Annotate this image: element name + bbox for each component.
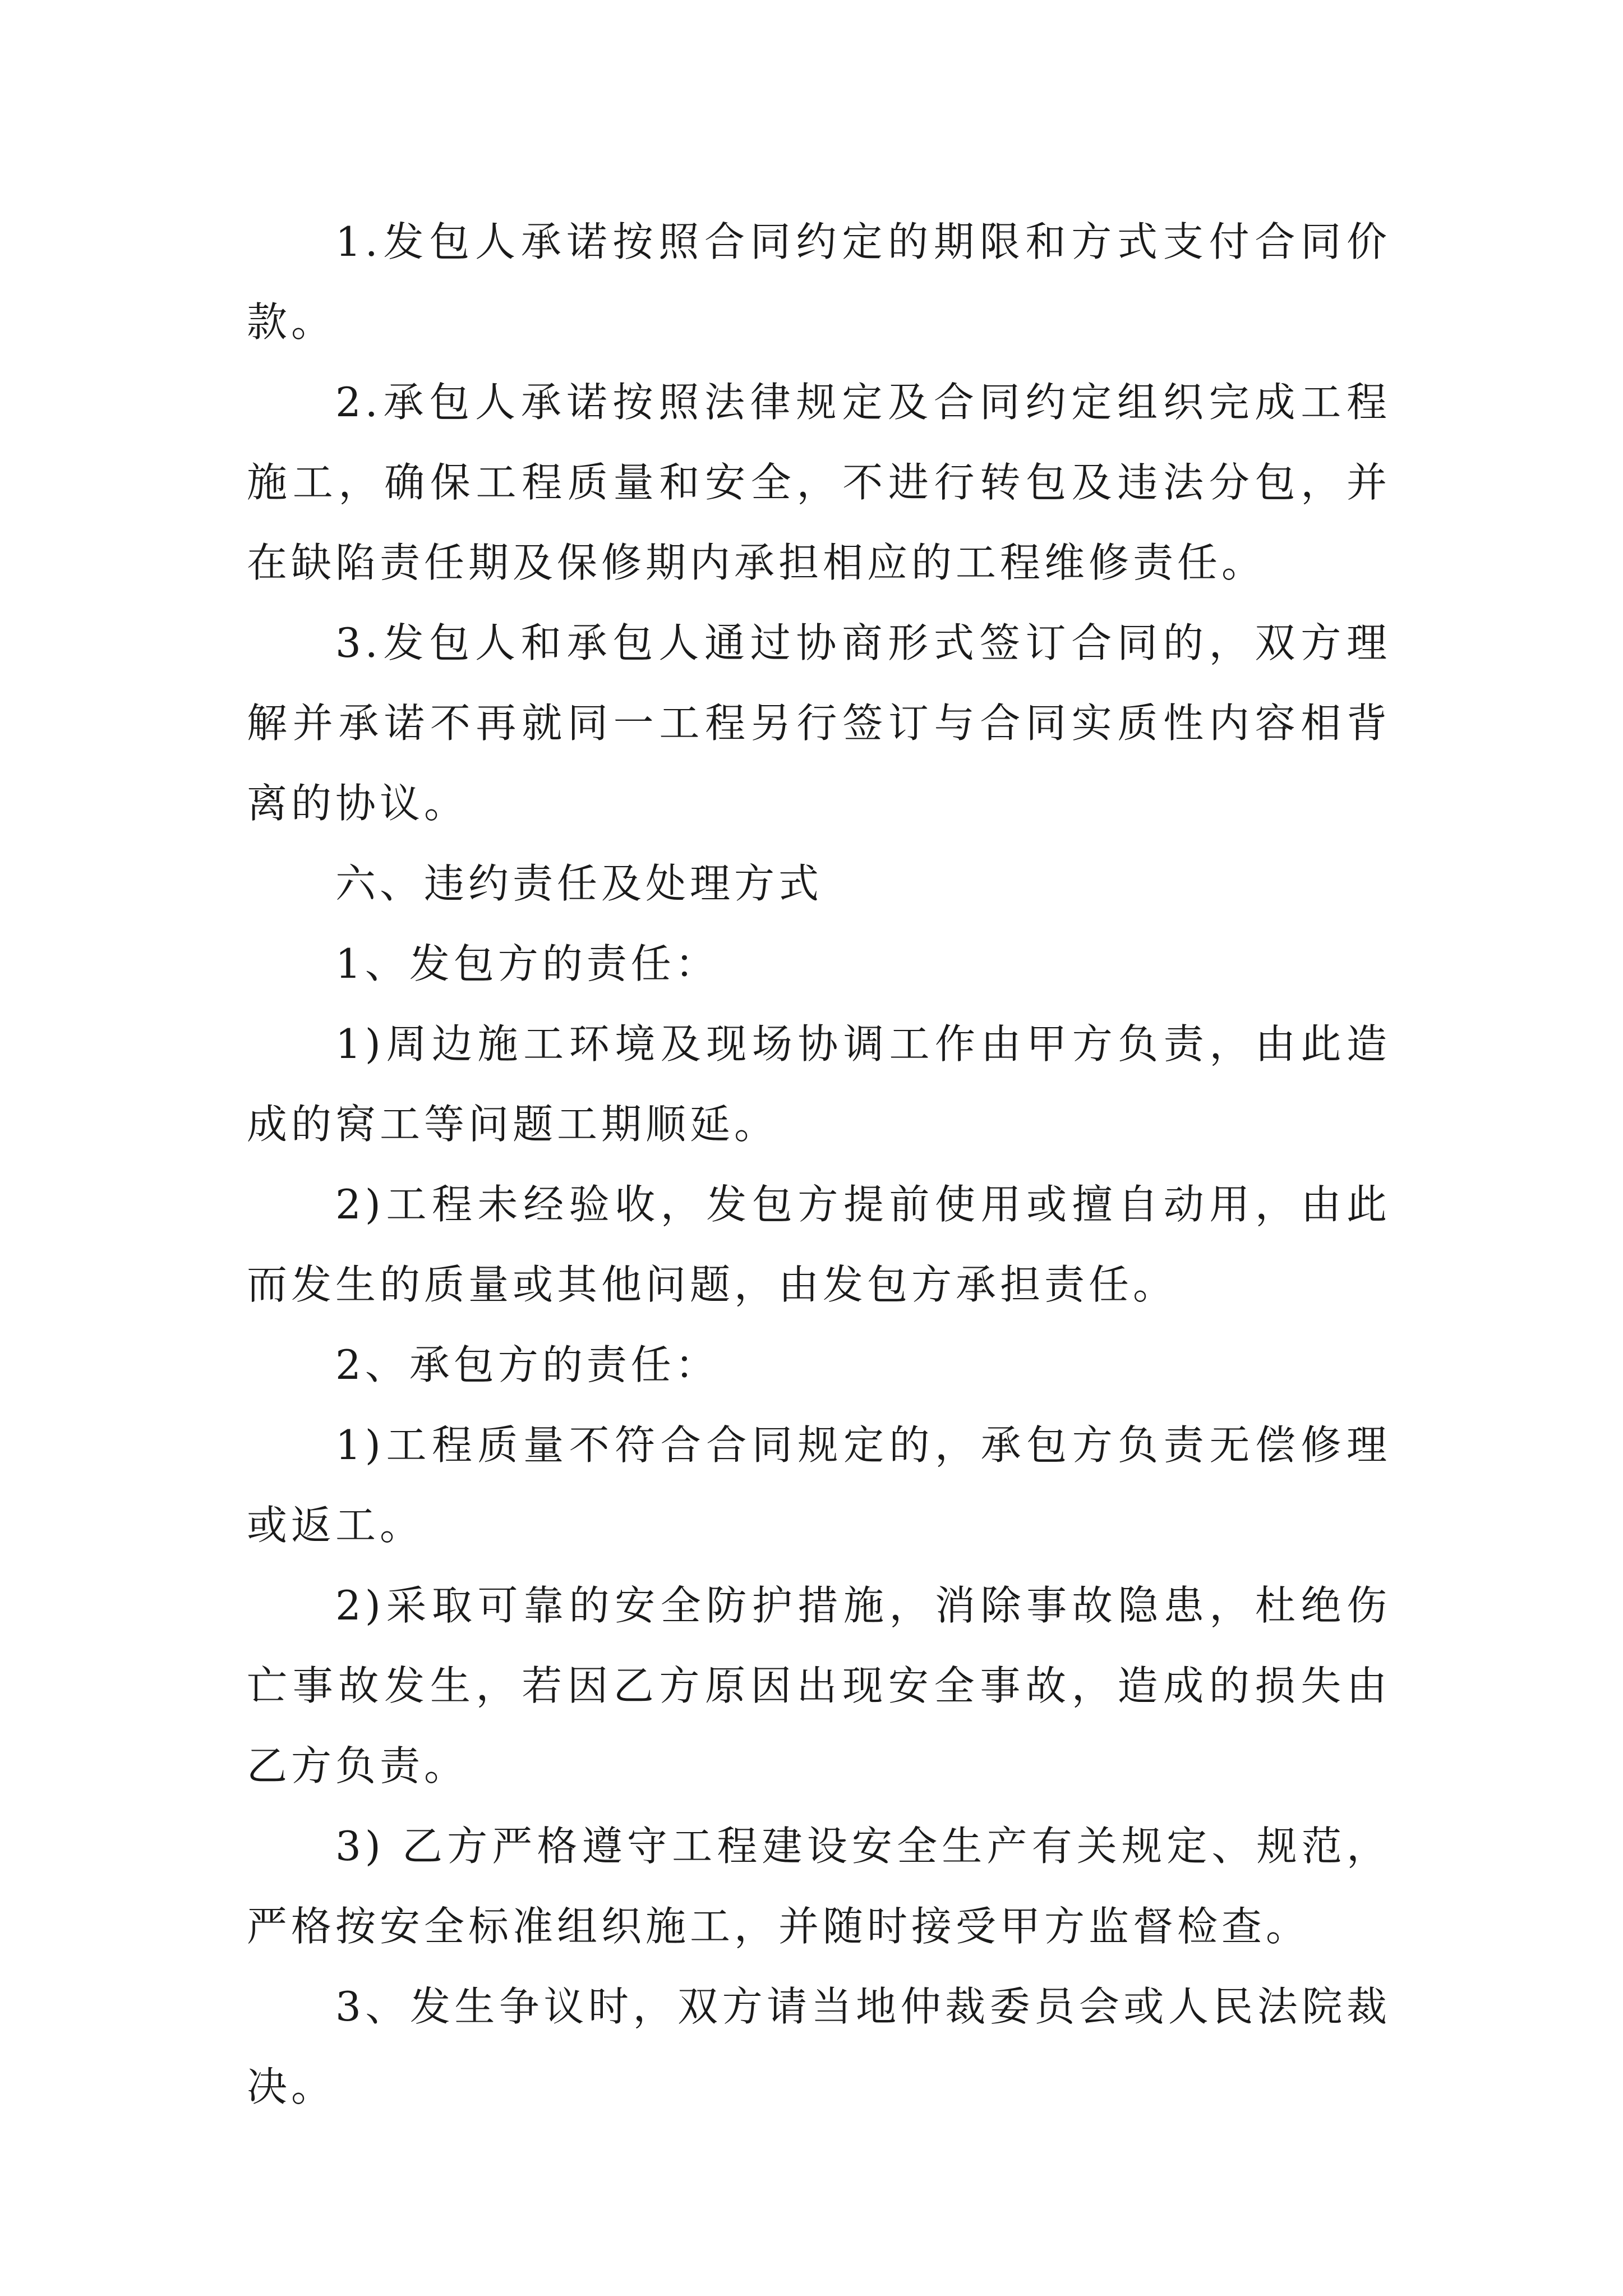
subheading-employer-liability: 1、发包方的责任： (335, 940, 720, 987)
paragraph-no-conflicting-agreement: 3.发包人和承包人通过协商形式签订合同的，双方理解并承诺不再就同一工程另行签订与合同实质性内容相背离的协议。 (247, 619, 1391, 827)
clause-site-coordination: 1)周边施工环境及现场协调工作由甲方负责，由此造成的窝工等问题工期顺延。 (247, 1020, 1391, 1148)
clause-early-use: 2)工程未经验收，发包方提前使用或擅自动用，由此而发生的质量或其他问题，由发包方承担责任。 (247, 1181, 1391, 1308)
clause-safety-measures: 2)采取可靠的安全防护措施，消除事故隐患，杜绝伤亡事故发生，若因乙方原因出现安全事故，造成的损失由乙方负责。 (247, 1582, 1391, 1789)
document-body (247, 202, 1391, 2127)
subheading-contractor-liability: 2、承包方的责任： (335, 1341, 720, 1388)
section-heading-liability: 六、违约责任及处理方式 (335, 860, 823, 907)
clause-quality-repair: 1)工程质量不符合合同规定的，承包方负责无偿修理或返工。 (247, 1421, 1391, 1549)
clause-safety-regulations: 3) 乙方严格遵守工程建设安全生产有关规定、规范，严格按安全标准组织施工，并随时接受甲方监督检查。 (247, 1823, 1391, 1950)
clause-dispute-resolution: 3、发生争议时，双方请当地仲裁委员会或人民法院裁决。 (247, 1983, 1391, 2110)
paragraph-construction-commitment: 2.承包人承诺按照法律规定及合同约定组织完成工程施工，确保工程质量和安全，不进行转包及违法分包，并在缺陷责任期及保修期内承担相应的工程维修责任。 (247, 379, 1391, 586)
paragraph-payment-commitment: 1.发包人承诺按照合同约定的期限和方式支付合同价款。 (247, 218, 1391, 346)
